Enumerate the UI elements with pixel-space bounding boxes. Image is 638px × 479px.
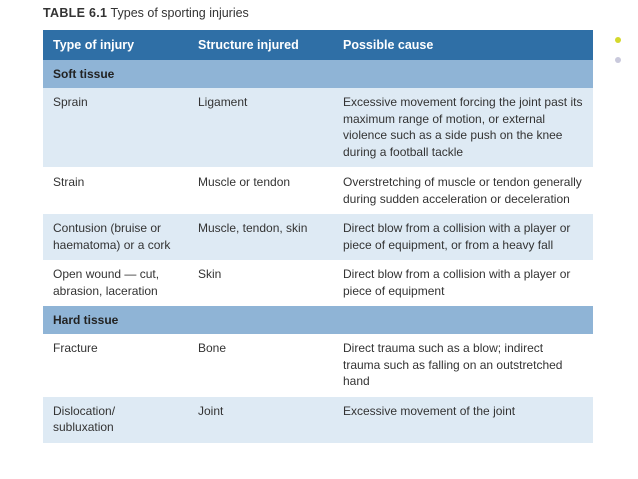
cell-injury: Sprain [43, 88, 188, 168]
cell-injury: Fracture [43, 334, 188, 397]
header-structure-injured: Structure injured [188, 30, 333, 60]
cell-injury: Open wound — cut, abrasion, laceration [43, 260, 188, 306]
table-caption [43, 6, 249, 20]
cell-structure: Joint [188, 397, 333, 443]
table-title: Types of sporting injuries [110, 6, 249, 20]
cell-cause: Direct blow from a collision with a player or piece of equipment [333, 260, 593, 306]
cell-cause: Excessive movement forcing the joint past its maximum range of motion, or external violence such as a side push on the knee during a football tackle [333, 88, 593, 168]
lavender-dot-icon [615, 57, 621, 63]
cell-cause: Excessive movement of the joint [333, 397, 593, 443]
table-row [43, 334, 593, 397]
table-row [43, 168, 593, 215]
cell-structure: Bone [188, 334, 333, 397]
table-row [43, 88, 593, 168]
table-number: TABLE 6.1 [43, 6, 108, 20]
table-row [43, 214, 593, 260]
cell-injury: Contusion (bruise or haematoma) or a cork [43, 214, 188, 260]
cell-injury: Dislocation/ subluxation [43, 397, 188, 443]
header-row [43, 30, 593, 60]
cell-cause: Overstretching of muscle or tendon generally during sudden acceleration or deceleration [333, 168, 593, 215]
cell-structure: Muscle or tendon [188, 168, 333, 215]
cell-structure: Skin [188, 260, 333, 306]
cell-cause: Direct trauma such as a blow; indirect trauma such as falling on an outstretched hand [333, 334, 593, 397]
table-row [43, 397, 593, 443]
yellow-dot-icon [615, 37, 621, 43]
header-type-of-injury: Type of injury [43, 30, 188, 60]
table-row [43, 260, 593, 306]
cell-cause: Direct blow from a collision with a player or piece of equipment, or from a heavy fall [333, 214, 593, 260]
section-row-hard-tissue [43, 306, 593, 334]
section-row-soft-tissue [43, 60, 593, 88]
cell-injury: Strain [43, 168, 188, 215]
cell-structure: Ligament [188, 88, 333, 168]
section-title: Hard tissue [43, 306, 593, 334]
header-possible-cause: Possible cause [333, 30, 593, 60]
section-title: Soft tissue [43, 60, 593, 88]
cell-structure: Muscle, tendon, skin [188, 214, 333, 260]
injuries-table [43, 30, 593, 443]
